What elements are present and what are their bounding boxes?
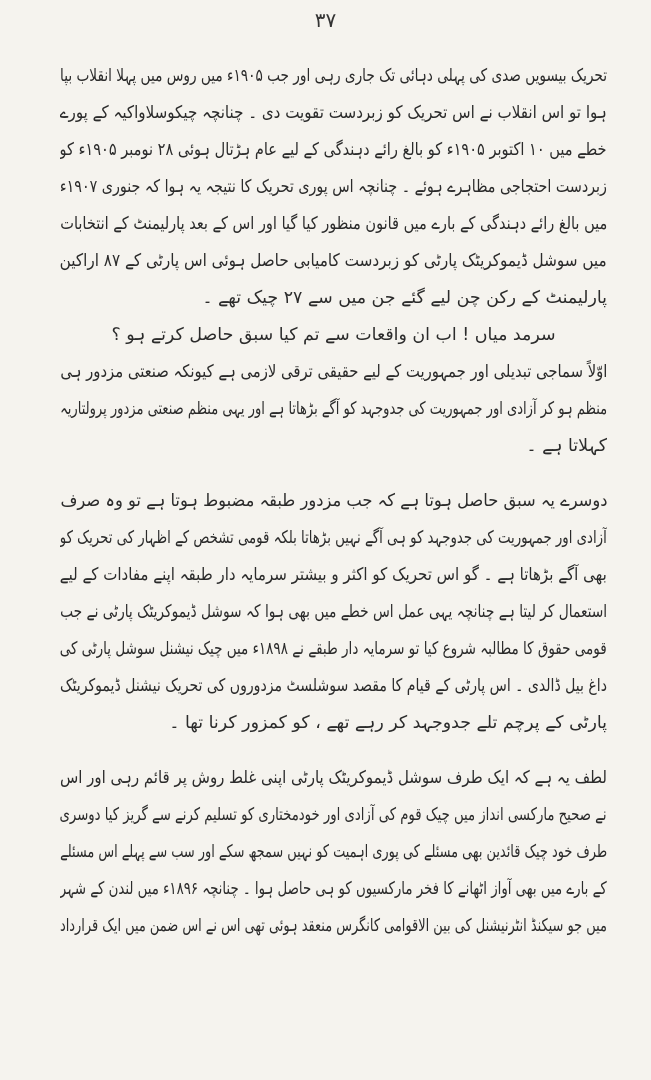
text-line: پارلیمنٹ کے رکن چن لیے گئے جن میں سے ۲۷ چیک تھے ۔ bbox=[202, 288, 607, 308]
body-text bbox=[60, 58, 607, 945]
text-line: استعمال کر لیتا ہے چنانچہ یہی عمل اس خطے میں بھی ہوا کہ سوشل ڈیموکریٹک پارٹی نے جب bbox=[60, 602, 607, 622]
paragraph-5 bbox=[60, 760, 607, 945]
text-line: میں سوشل ڈیموکریٹک پارٹی کو زبردست کامیابی حاصل ہوئی اس پارٹی کے ۸۷ اراکین bbox=[60, 251, 607, 271]
text-line: اوّلاً سماجی تبدیلی اور جمہوریت کے لیے حقیقی ترقی لازمی ہے کیونکہ صنعتی مزدور ہی bbox=[60, 362, 607, 382]
text-line: لطف یہ ہے کہ ایک طرف سوشل ڈیموکریٹک پارٹی اپنی غلط روش پر قائم رہی اور اس bbox=[60, 768, 607, 788]
text-line: داغ بیل ڈالدی ۔ اس پارٹی کے قیام کا مقصد سوشلسٹ مزدوروں کی تحریک نیشنل ڈیموکریٹک bbox=[60, 676, 607, 696]
text-line: دوسرے یہ سبق حاصل ہوتا ہے کہ جب مزدور طبقہ مضبوط ہوتا ہے تو وہ صرف bbox=[60, 491, 607, 511]
text-line: سرمد میاں ! اب ان واقعات سے تم کیا سبق حاصل کرتے ہو ؟ bbox=[111, 325, 556, 345]
text-line: میں جو سیکنڈ انٹرنیشنل کی بین الاقوامی کانگرس منعقد ہوئی تھی اس نے اس ضمن میں ایک قرارداد bbox=[60, 916, 607, 936]
text-line: میں بالغ رائے دہندگی کے بارے میں قانون منظور کیا گیا اور اس کے بعد پارلیمنٹ کے انتخابات bbox=[60, 214, 607, 234]
text-line: کے بارے میں بھی آواز اٹھانے کا فخر مارکسیوں کو ہی حاصل ہوا ۔ چنانچہ ۱۸۹۶ء میں لندن کے شہر bbox=[60, 879, 607, 899]
text-line: تحریک بیسویں صدی کی پہلی دہائی تک جاری رہی اور جب ۱۹۰۵ء میں روس میں پہلا انقلاب بپا bbox=[60, 66, 607, 86]
text-line: پارٹی کے پرچم تلے جدوجہد کر رہے تھے ، کو کمزور کرنا تھا ۔ bbox=[169, 713, 607, 733]
paragraph-3 bbox=[60, 354, 607, 465]
text-line: قومی حقوق کا مطالبہ شروع کیا تو سرمایہ دار طبقے نے ۱۸۹۸ء میں چیک نیشنل سوشل پارٹی کی bbox=[60, 639, 607, 659]
text-line: کہلاتا ہے ۔ bbox=[526, 436, 607, 456]
text-line: نے صحیح مارکسی انداز میں چیک قوم کی آزادی اور خودمختاری کو تسلیم کرنے سے گریز کیا دوسری bbox=[60, 805, 607, 825]
text-line: بھی آگے بڑھاتا ہے ۔ گو اس تحریک کو اکثر و بیشتر سرمایہ دار طبقہ اپنے مفادات کے لیے bbox=[60, 565, 607, 585]
text-line: خطے میں ۱۰ اکتوبر ۱۹۰۵ء کو بالغ رائے دہندگی کے لیے عام ہڑتال ہوئی ۲۸ نومبر ۱۹۰۵ء کو bbox=[60, 140, 607, 160]
text-line: منظم ہو کر آزادی اور جمہوریت کی جدوجہد کو آگے بڑھاتا ہے اور یہی منظم صنعتی مزدور پرولتاریہ bbox=[60, 399, 607, 419]
paragraph-1 bbox=[60, 58, 607, 317]
text-line: ہوا تو اس انقلاب نے اس تحریک کو زبردست تقویت دی ۔ چنانچہ چیکوسلاواکیہ کے پورے bbox=[60, 103, 607, 123]
paragraph-4 bbox=[60, 483, 607, 742]
text-line: آزادی اور جمہوریت کی جدوجہد کو ہی آگے نہیں بڑھاتا بلکہ قومی تشخص کے اظہار کی تحریک کو bbox=[60, 528, 607, 548]
text-line: طرف خود چیک قائدین بھی مسئلے کی پوری اہمیت کو نہیں سمجھ سکے اور سب سے پہلے اس مسئلے bbox=[60, 842, 607, 862]
page-number: ۳۷ bbox=[314, 8, 337, 32]
text-line: زبردست احتجاجی مظاہرے ہوئے ۔ چنانچہ اس پوری تحریک کا نتیجہ یہ ہوا کہ جنوری ۱۹۰۷ء bbox=[60, 177, 607, 197]
paragraph-2 bbox=[60, 317, 607, 354]
